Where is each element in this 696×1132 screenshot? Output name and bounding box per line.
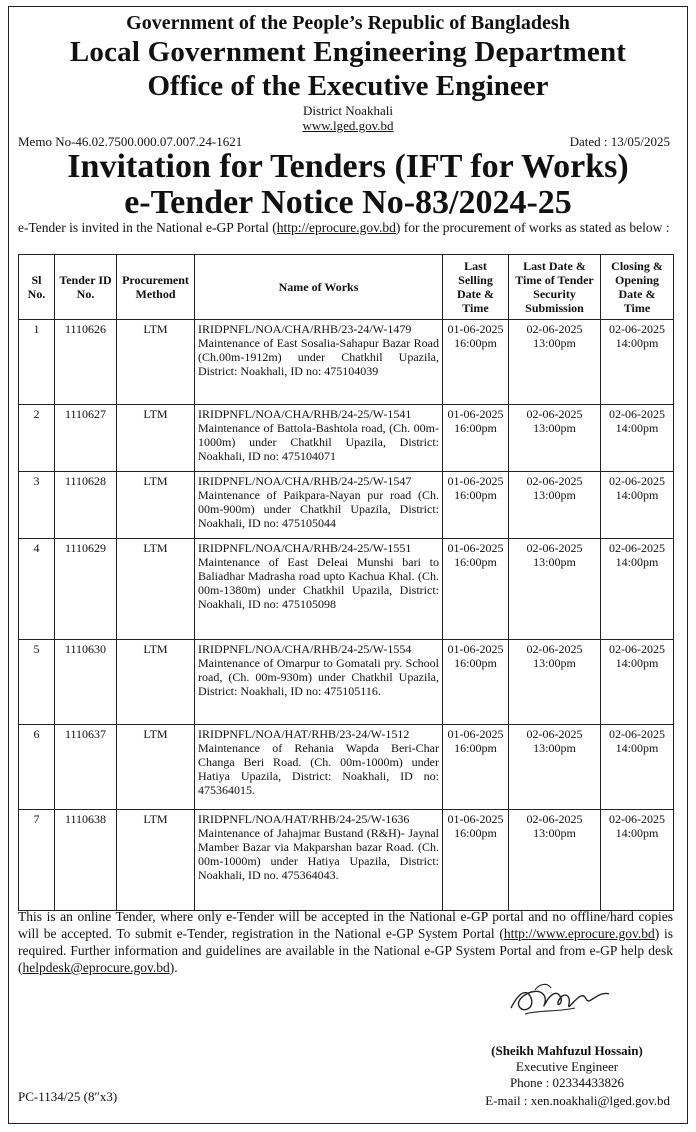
selling-date: 01-06-2025 — [447, 541, 504, 555]
table-row — [19, 640, 674, 725]
closing-date: 02-06-2025 — [609, 474, 665, 488]
security-time: 13:00pm — [533, 336, 576, 350]
office-header: Office of the Executive Engineer — [147, 70, 549, 102]
department-header: Local Government Engineering Department — [69, 36, 627, 68]
eprocure-www-link[interactable]: http://www.eprocure.gov.bd — [503, 926, 655, 941]
cell-method: LTM — [117, 725, 195, 810]
security-date: 02-06-2025 — [526, 812, 583, 826]
closing-time: 14:00pm — [615, 741, 659, 755]
signatory-phone: Phone : 02334433826 — [509, 1075, 625, 1090]
cell-sl: 3 — [19, 472, 55, 539]
cell-sl: 7 — [19, 810, 55, 911]
closing-time: 14:00pm — [615, 555, 659, 569]
tender-table — [18, 254, 674, 911]
cell-selling — [443, 810, 509, 911]
intro-text-before: e-Tender is invited in the National e-GP Portal ( — [18, 220, 277, 235]
selling-time: 16:00pm — [454, 421, 497, 435]
cell-name-of-works: IRIDPNFL/NOA/HAT/RHB/24-25/W-1636 Maintenance of Jahajmar Bustand (R&H)- Jaynal Mamber Bazar via Makparshan bazar Road. (Ch. 00m-1000m) under Hatiya Upazila, District: Noakhali, ID no. 475364043. — [195, 810, 443, 911]
table-row — [19, 725, 674, 810]
cell-name-of-works: IRIDPNFL/NOA/CHA/RHB/24-25/W-1541 Maintenance of Battola-Bashtola road, (Ch. 00m-1000m) under Chatkhil Upazila, District: Noakhali, ID no: 475104071 — [195, 405, 443, 472]
table-row — [19, 405, 674, 472]
cell-closing — [601, 810, 674, 911]
closing-time: 14:00pm — [615, 826, 659, 840]
security-date: 02-06-2025 — [526, 727, 583, 741]
security-date: 02-06-2025 — [526, 407, 583, 421]
cell-tender-id: 1110627 — [55, 405, 117, 472]
security-time: 13:00pm — [533, 488, 576, 502]
selling-time: 16:00pm — [454, 741, 497, 755]
govt-header: Government of the People’s Republic of Bangladesh — [126, 12, 570, 34]
cell-method: LTM — [117, 320, 195, 405]
table-row — [19, 810, 674, 911]
security-date: 02-06-2025 — [526, 541, 583, 555]
footer-paragraph — [18, 908, 673, 976]
selling-date: 01-06-2025 — [447, 642, 504, 656]
cell-name-of-works: IRIDPNFL/NOA/CHA/RHB/24-25/W-1554 Maintenance of Omarpur to Gomatali pry. School road, (Ch. 00m-930m) under Chatkhil Upazila, District: Noakhali, ID no: 475105116. — [195, 640, 443, 725]
cell-closing — [601, 640, 674, 725]
intro-text-after: ) for the procurement of works as stated as below : — [395, 220, 670, 235]
closing-date: 02-06-2025 — [609, 322, 665, 336]
table-row — [19, 539, 674, 640]
cell-name-of-works: IRIDPNFL/NOA/HAT/RHB/23-24/W-1512 Maintenance of Rehania Wapda Beri-Char Changa Beri Road. (Ch. 00m-1000m) under Hatiya Upazila, District: Noakhali, ID no: 475364015. — [195, 725, 443, 810]
cell-tender-id: 1110626 — [55, 320, 117, 405]
cell-security — [509, 539, 601, 640]
footer-text-3: ). — [169, 960, 178, 975]
header-method: Procurement Method — [117, 255, 195, 320]
selling-time: 16:00pm — [454, 826, 497, 840]
cell-sl: 4 — [19, 539, 55, 640]
header-tender-id: Tender ID No. — [55, 255, 117, 320]
district-label: District Noakhali — [303, 103, 393, 118]
cell-method: LTM — [117, 539, 195, 640]
cell-closing — [601, 320, 674, 405]
footer-text-1: This is an online Tender, where only e-Tender will be accepted in the National e-GP portal and no offline/hard copies will be accepted. To submit e-Tender, registration in the National e-GP System Portal ( — [18, 909, 673, 941]
header-sl: Sl No. — [19, 255, 55, 320]
memo-number: Memo No-46.02.7500.000.07.007.24-1621 — [18, 134, 243, 149]
cell-sl: 5 — [19, 640, 55, 725]
closing-date: 02-06-2025 — [609, 407, 665, 421]
cell-tender-id: 1110629 — [55, 539, 117, 640]
cell-method: LTM — [117, 405, 195, 472]
selling-time: 16:00pm — [454, 336, 497, 350]
table-row — [19, 320, 674, 405]
cell-sl: 6 — [19, 725, 55, 810]
signatory-name: (Sheikh Mahfuzul Hossain) — [491, 1043, 643, 1058]
closing-time: 14:00pm — [615, 336, 659, 350]
cell-security — [509, 640, 601, 725]
selling-time: 16:00pm — [454, 488, 497, 502]
notice-number: e-Tender Notice No-83/2024-25 — [124, 184, 572, 221]
cell-selling — [443, 725, 509, 810]
cell-method: LTM — [117, 640, 195, 725]
cell-sl: 1 — [19, 320, 55, 405]
eprocure-link[interactable]: http://eprocure.gov.bd — [276, 220, 396, 235]
table-row — [19, 472, 674, 539]
security-time: 13:00pm — [533, 826, 576, 840]
cell-method: LTM — [117, 810, 195, 911]
cell-selling — [443, 320, 509, 405]
cell-name-of-works: IRIDPNFL/NOA/CHA/RHB/24-25/W-1551 Maintenance of East Deleai Munshi bari to Baliadhar Madrasha road upto Kachua Khal. (Ch. 00m-1380m) under Chatkhil Upazila, District: Noakhali, ID no: 475105098 — [195, 539, 443, 640]
security-date: 02-06-2025 — [526, 642, 583, 656]
security-time: 13:00pm — [533, 656, 576, 670]
cell-closing — [601, 405, 674, 472]
table-header-row — [19, 255, 674, 320]
pc-reference: PC-1134/25 (8″x3) — [18, 1089, 118, 1104]
security-date: 02-06-2025 — [526, 474, 583, 488]
intro-paragraph — [18, 220, 673, 236]
closing-time: 14:00pm — [615, 421, 659, 435]
cell-closing — [601, 539, 674, 640]
header-selling: Last Selling Date & Time — [443, 255, 509, 320]
website-link[interactable]: www.lged.gov.bd — [302, 118, 394, 133]
closing-date: 02-06-2025 — [609, 727, 665, 741]
cell-security — [509, 810, 601, 911]
notice-title: Invitation for Tenders (IFT for Works) — [67, 148, 629, 185]
cell-selling — [443, 405, 509, 472]
closing-date: 02-06-2025 — [609, 812, 665, 826]
selling-date: 01-06-2025 — [447, 727, 504, 741]
cell-name-of-works: IRIDPNFL/NOA/CHA/RHB/23-24/W-1479 Maintenance of East Sosalia-Sahapur Bazar Road (Ch.00m-1912m) under Chatkhil Upazila, District: Noakhali, ID no: 475104039 — [195, 320, 443, 405]
cell-selling — [443, 539, 509, 640]
header-name-of-works: Name of Works — [195, 255, 443, 320]
header-security: Last Date & Time of Tender Security Submission — [509, 255, 601, 320]
header-closing: Closing & Opening Date & Time — [601, 255, 674, 320]
cell-name-of-works: IRIDPNFL/NOA/CHA/RHB/24-25/W-1547 Maintenance of Paikpara-Nayan pur road (Ch. 00m-900m) under Chatkhil Upazila, District: Noakhali, ID no: 475105044 — [195, 472, 443, 539]
selling-date: 01-06-2025 — [447, 322, 504, 336]
signatory-email[interactable]: E-mail : xen.noakhali@lged.gov.bd — [485, 1093, 670, 1108]
signature-icon — [505, 978, 615, 1020]
closing-date: 02-06-2025 — [609, 642, 665, 656]
cell-sl: 2 — [19, 405, 55, 472]
cell-security — [509, 725, 601, 810]
closing-time: 14:00pm — [615, 656, 659, 670]
footer-text-2: ) is required. Further information and guidelines are available in the National e-GP System Portal and from e-GP help desk ( — [18, 926, 674, 975]
cell-security — [509, 472, 601, 539]
cell-selling — [443, 472, 509, 539]
cell-tender-id: 1110638 — [55, 810, 117, 911]
security-time: 13:00pm — [533, 741, 576, 755]
cell-closing — [601, 725, 674, 810]
security-date: 02-06-2025 — [526, 322, 583, 336]
cell-method: LTM — [117, 472, 195, 539]
cell-security — [509, 405, 601, 472]
notice-date: Dated : 13/05/2025 — [569, 134, 670, 149]
cell-security — [509, 320, 601, 405]
cell-selling — [443, 640, 509, 725]
selling-date: 01-06-2025 — [447, 812, 504, 826]
closing-date: 02-06-2025 — [609, 541, 665, 555]
security-time: 13:00pm — [533, 421, 576, 435]
cell-tender-id: 1110637 — [55, 725, 117, 810]
security-time: 13:00pm — [533, 555, 576, 569]
selling-time: 16:00pm — [454, 555, 497, 569]
cell-closing — [601, 472, 674, 539]
cell-tender-id: 1110628 — [55, 472, 117, 539]
selling-date: 01-06-2025 — [447, 474, 504, 488]
helpdesk-email-link[interactable]: helpdesk@eprocure.gov.bd — [22, 960, 170, 975]
selling-date: 01-06-2025 — [447, 407, 504, 421]
signatory-designation: Executive Engineer — [515, 1059, 619, 1074]
cell-tender-id: 1110630 — [55, 640, 117, 725]
closing-time: 14:00pm — [615, 488, 659, 502]
selling-time: 16:00pm — [454, 656, 497, 670]
